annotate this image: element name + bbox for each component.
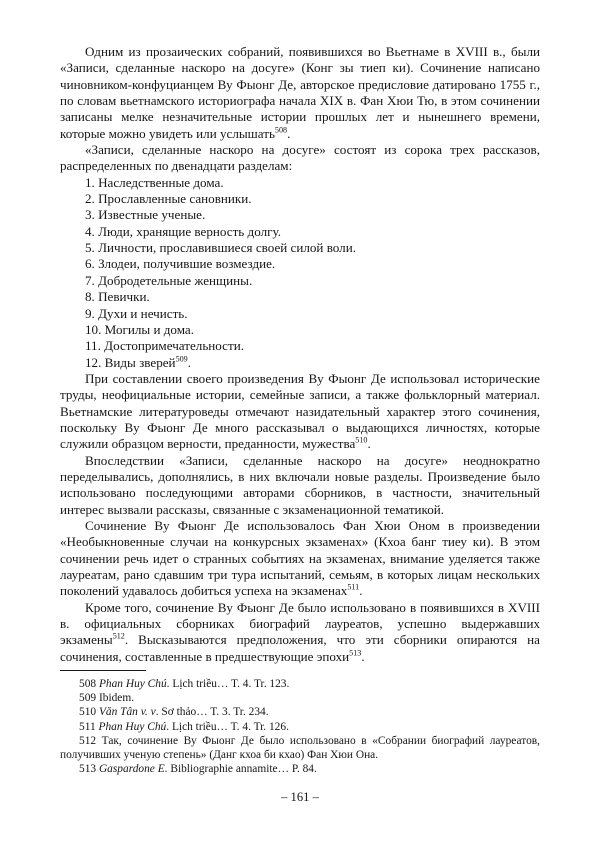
footnote-ref-510[interactable]: 510 <box>355 435 368 445</box>
paragraph-phan-huy-on-text: Сочинение Ву Фыонг Де использовалось Фан Хюи Оном в произведении «Необыкновенные случаи на конкурсных экзаменах» (Кхоа банг тиеу ки). В этом сочинении речь идет о странных событиях на экзаменах, внимание уделяется также лауреатам, рано сдавшим три тура испытаний, семьям, в которых лицам нескольких поколений удавалось добиться успеха на экзаменах <box>60 517 540 599</box>
paragraph-phan-huy-on <box>60 518 540 600</box>
paragraph-phan-huy-on-tail: . <box>359 583 363 599</box>
footnotes-section <box>60 670 540 776</box>
footnote-511-author: Phan Huy Chú <box>98 720 167 733</box>
footnote-513-author: Gaspardone E <box>98 763 165 776</box>
footnote-512-number: 512 <box>79 734 97 747</box>
paragraph-official-collections <box>60 600 540 665</box>
footnote-513-number: 513 <box>79 763 97 776</box>
footnote-510-number: 510 <box>79 706 97 719</box>
footnote-511-text: . Lịch triều… T. 4. Tr. 126. <box>166 720 289 733</box>
footnote-512 <box>60 734 540 762</box>
footnote-509-number: 509 <box>79 692 97 705</box>
list-item: 6. Злодеи, получившие возмездие. <box>85 256 276 272</box>
footnote-513-text: . Bibliographie annamite… P. 84. <box>164 763 317 776</box>
paragraph-official-collections-mid: . <box>124 632 139 648</box>
paragraph-official-collections-tail: . <box>361 648 365 664</box>
paragraph-intro-tail: . <box>287 125 291 141</box>
footnote-512-text: Так, сочинение Ву Фыонг Де было использовано в «Собрании биографий лауреатов, получивших ученую степень» (Данг кхоа би кхао) Фан Хюи Она. <box>60 734 540 762</box>
paragraph-sources <box>60 371 540 453</box>
paragraph-sources-text: При составлении своего произведения Ву Фыонг Де использовал исторические труды, неофициальные истории, семейные записи, а также фольклорный материал. Вьетнамские литературоведы отмечают назидательный характер этого сочинения, поскольку Ву Фыонг Де много рассказывал о выдающихся личностях, которые служили образцом верности, преданности, мужества <box>60 370 540 452</box>
paragraph-sections-lead: «Записи, сделанные наскоро на досуге» состоят из сорока трех рассказов, распределенных по двенадцати разделам: <box>60 142 540 174</box>
footnote-508-text: . Lịch triều… T. 4. Tr. 123. <box>166 678 290 690</box>
footnote-513 <box>60 762 540 776</box>
footnote-508 <box>60 677 540 691</box>
footnote-511-number: 511 <box>79 720 96 733</box>
footnote-510-text: . Sơ thảo… T. 3. Tr. 234. <box>155 706 269 719</box>
footnote-ref-512[interactable]: 512 <box>112 632 125 642</box>
sections-list <box>60 175 540 371</box>
list-item: 10. Могилы и дома. <box>85 321 195 337</box>
paragraph-intro <box>60 44 540 142</box>
paragraph-intro-text: Одним из прозаических собраний, появившихся во Вьетнаме в XVIII в., были «Записи, сделанные наскоро на досуге» (Конг зы тиеп ки). Сочинение написано чиновником-конфуцианцем Ву Фыонг Де, авторское предисловие датировано 1755 г., по словам вьетнамского историографа начала XIX в. Фан Хюи Тю, в этом сочинении записаны мелке незначительные истории прошлых лет и нынешнего времени, которые можно увидеть или услышать <box>60 44 540 141</box>
list-item-12-text: 12. Виды зверей <box>85 354 176 370</box>
list-item: 9. Духи и нечисть. <box>85 305 188 321</box>
footnote-509-text: Ibidem. <box>98 692 135 705</box>
list-item: 11. Достопримечательности. <box>85 338 244 354</box>
list-item: 4. Люди, хранящие верность долгу. <box>85 223 281 239</box>
paragraph-sources-tail: . <box>367 436 371 452</box>
footnote-510-author: Văn Tân v. v <box>98 706 156 719</box>
footnote-511 <box>60 720 540 734</box>
list-item: 8. Певички. <box>85 289 150 305</box>
footnote-ref-508[interactable]: 508 <box>274 125 288 135</box>
list-item: 5. Личности, прославившиеся своей силой воли. <box>85 240 356 256</box>
paragraph-revisions: Впоследствии «Записи, сделанные наскоро на досуге» неоднократно переделывались, дополнялись, в них включали новые разделы. Произведение было использовано последующими авторами сборников, в частности, значительный интерес вызвали рассказы, связанные с экзаменационной тематикой. <box>60 452 540 517</box>
body-text-column <box>60 44 540 665</box>
paragraph-official-collections-text: Кроме того, сочинение Ву Фыонг Де было использовано в появившихся в XVIII в. официальных сборниках биографий лауреатов, успешно выдержавших экзамены <box>60 599 540 648</box>
footnote-ref-509[interactable]: 509 <box>175 354 188 364</box>
list-item: 1. Наследственные дома. <box>85 174 224 190</box>
footnote-ref-513[interactable]: 513 <box>349 648 362 658</box>
list-item: 3. Известные ученые. <box>85 207 206 223</box>
paragraph-official-collections-text2: Высказываются предположения, что эти сборники опираются на сочинения, составленные в предшествующие эпохи <box>60 632 540 664</box>
list-item-12-tail: . <box>187 354 191 370</box>
list-item-12 <box>60 355 540 371</box>
footnote-ref-511[interactable]: 511 <box>347 582 360 592</box>
footnote-508-number: 508 <box>79 678 97 690</box>
footnote-510 <box>60 705 540 719</box>
footnote-508-author: Phan Huy Chú <box>98 678 167 690</box>
page-number: – 161 – <box>281 790 319 804</box>
footnote-509 <box>60 691 540 705</box>
list-item: 7. Добродетельные женщины. <box>85 272 253 288</box>
footnote-separator-rule <box>60 670 146 671</box>
list-item: 2. Прославленные сановники. <box>85 191 252 207</box>
